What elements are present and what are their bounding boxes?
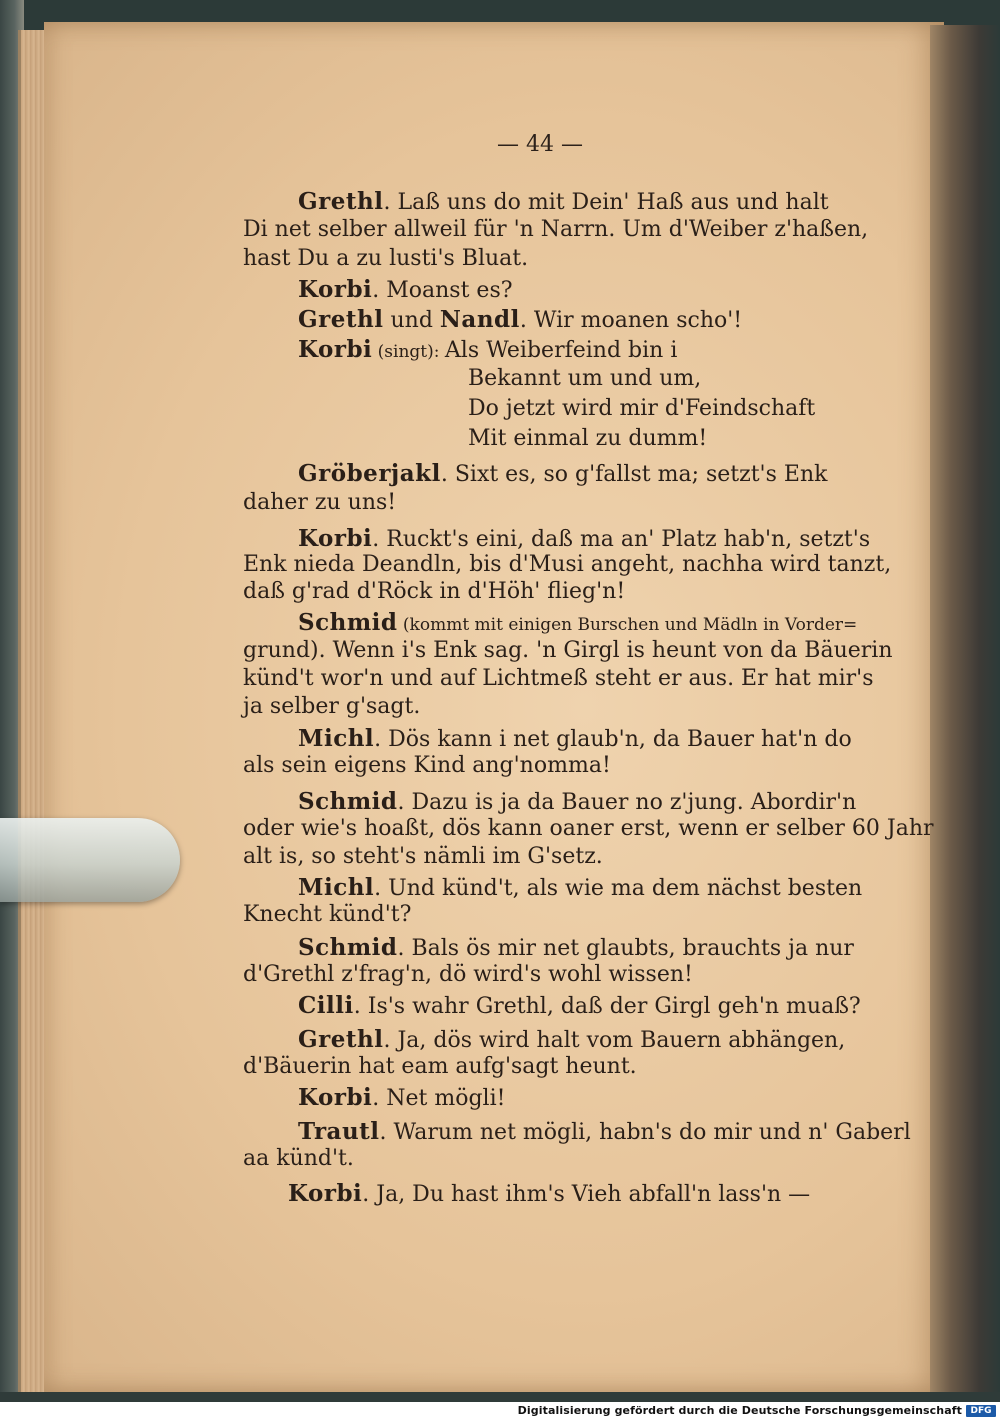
text-line: [298, 276, 513, 303]
line-text: . Ruckt's eini, daß ma an' Platz hab'n, setzt's: [372, 527, 871, 552]
text-line: [298, 1026, 845, 1053]
line-text: . Dös kann i net glaub'n, da Bauer hat'n do: [374, 727, 852, 752]
line-text: ja selber g'sagt.: [243, 694, 421, 719]
line-text: . Ja, Du hast ihm's Vieh abfall'n lass'n —: [362, 1182, 811, 1207]
text-line: [298, 725, 852, 752]
line-text: daher zu uns!: [243, 490, 397, 515]
text-line: [298, 992, 861, 1019]
line-text: als sein eigens Kind ang'nomma!: [243, 753, 611, 778]
line-text: . Warum net mögli, habn's do mir und n' Gaberl: [379, 1120, 911, 1145]
line-text: Di net selber allweil für 'n Narrn. Um d'Weiber z'haßen,: [243, 217, 869, 242]
scan-background-bottom: [0, 1392, 1000, 1402]
text-line: [243, 666, 874, 691]
speaker-name: Schmid: [298, 609, 398, 636]
text-line: [243, 490, 396, 515]
text-line: [298, 336, 677, 363]
speaker-name: Cilli: [298, 992, 354, 1019]
speaker-name: Korbi: [298, 276, 373, 303]
text-line: [243, 753, 611, 778]
text-line: [298, 934, 854, 961]
speaker-name: Korbi: [288, 1180, 363, 1207]
line-text: . Net mögli!: [372, 1086, 506, 1111]
speaker-name: Grethl: [298, 1026, 384, 1053]
text-line: [468, 426, 707, 451]
line-text: . Bals ös mir net glaubts, brauchts ja nur: [397, 936, 854, 961]
line-text: alt is, so steht's nämli im G'setz.: [243, 844, 603, 869]
line-text: oder wie's hoaßt, dös kann oaner erst, wenn er selber 60 Jahr: [243, 816, 934, 841]
line-text: hast Du a zu lusti's Bluat.: [243, 246, 529, 271]
text-line: [243, 246, 528, 271]
line-text: Bekannt um und um,: [468, 366, 702, 391]
text-line: [243, 217, 868, 242]
text-line: [243, 694, 420, 719]
stage-direction: (singt):: [372, 342, 445, 362]
speaker-name: Grethl: [298, 306, 384, 333]
text-line: [298, 1118, 911, 1145]
speaker-name: Michl: [298, 874, 375, 901]
speaker-name: Grethl: [298, 188, 384, 215]
line-text: . Is's wahr Grethl, daß der Girgl geh'n muaß?: [353, 994, 861, 1019]
connector-text: und: [383, 308, 440, 333]
text-line: [243, 844, 603, 869]
line-text: daß g'rad d'Röck in d'Höh' flieg'n!: [243, 579, 626, 604]
line-text: . Und künd't, als wie ma dem nächst besten: [374, 876, 863, 901]
line-text: d'Grethl z'frag'n, dö wird's wohl wissen!: [243, 962, 693, 987]
speaker-name: Schmid: [298, 788, 398, 815]
text-line: [243, 816, 934, 841]
text-line: [243, 902, 411, 927]
line-text: Enk nieda Deandln, bis d'Musi angeht, nachha wird tanzt,: [243, 552, 892, 577]
speaker-name: Nandl: [439, 306, 520, 333]
speaker-name: Korbi: [298, 1084, 373, 1111]
bookmark-tab: [0, 818, 180, 902]
text-line: [243, 962, 693, 987]
text-line: [298, 525, 870, 552]
line-text: künd't wor'n und auf Lichtmeß steht er aus. Er hat mir's: [243, 666, 874, 691]
text-line: [288, 1180, 810, 1207]
line-text: . Moanst es?: [372, 278, 513, 303]
text-line: [468, 396, 815, 421]
text-line: [243, 1054, 637, 1079]
text-line: [298, 788, 856, 815]
speaker-name: Schmid: [298, 934, 398, 961]
speaker-name: Gröberjakl: [298, 460, 441, 487]
text-line: [243, 579, 625, 604]
stage-direction: (kommt mit einigen Burschen und Mädln in Vorder=: [397, 615, 858, 635]
text-line: [298, 306, 742, 333]
line-text: . Sixt es, so g'fallst ma; setzt's Enk: [440, 462, 828, 487]
text-line: [298, 1084, 505, 1111]
line-text: . Dazu is ja da Bauer no z'jung. Abordir'n: [397, 790, 857, 815]
speaker-name: Korbi: [298, 525, 373, 552]
text-line: [298, 609, 857, 636]
line-text: Als Weiberfeind bin i: [444, 338, 678, 363]
footer-bar: [0, 1402, 1000, 1420]
dfg-logo: DFG: [966, 1405, 996, 1417]
page-number: — 44 —: [497, 132, 583, 157]
footer-credit: Digitalisierung gefördert durch die Deutsche Forschungsgemeinschaft: [517, 1404, 962, 1417]
line-text: . Ja, dös wird halt vom Bauern abhängen,: [383, 1028, 846, 1053]
speaker-name: Korbi: [298, 336, 373, 363]
line-text: Mit einmal zu dumm!: [468, 426, 708, 451]
line-text: grund). Wenn i's Enk sag. 'n Girgl is heunt von da Bäuerin: [243, 638, 893, 663]
speaker-name: Michl: [298, 725, 375, 752]
text-line: [298, 874, 862, 901]
line-text: . Laß uns do mit Dein' Haß aus und halt: [383, 190, 829, 215]
text-line: [298, 188, 829, 215]
text-line: [243, 638, 893, 663]
line-text: Knecht künd't?: [243, 902, 412, 927]
line-text: aa künd't.: [243, 1146, 354, 1171]
text-line: [468, 366, 701, 391]
text-line: [243, 1146, 354, 1171]
book-gutter: [930, 25, 1000, 1400]
line-text: Do jetzt wird mir d'Feindschaft: [468, 396, 816, 421]
speaker-name: Trautl: [298, 1118, 380, 1145]
text-line: [243, 552, 891, 577]
text-line: [298, 460, 827, 487]
line-text: d'Bäuerin hat eam aufg'sagt heunt.: [243, 1054, 637, 1079]
line-text: . Wir moanen scho'!: [519, 308, 743, 333]
